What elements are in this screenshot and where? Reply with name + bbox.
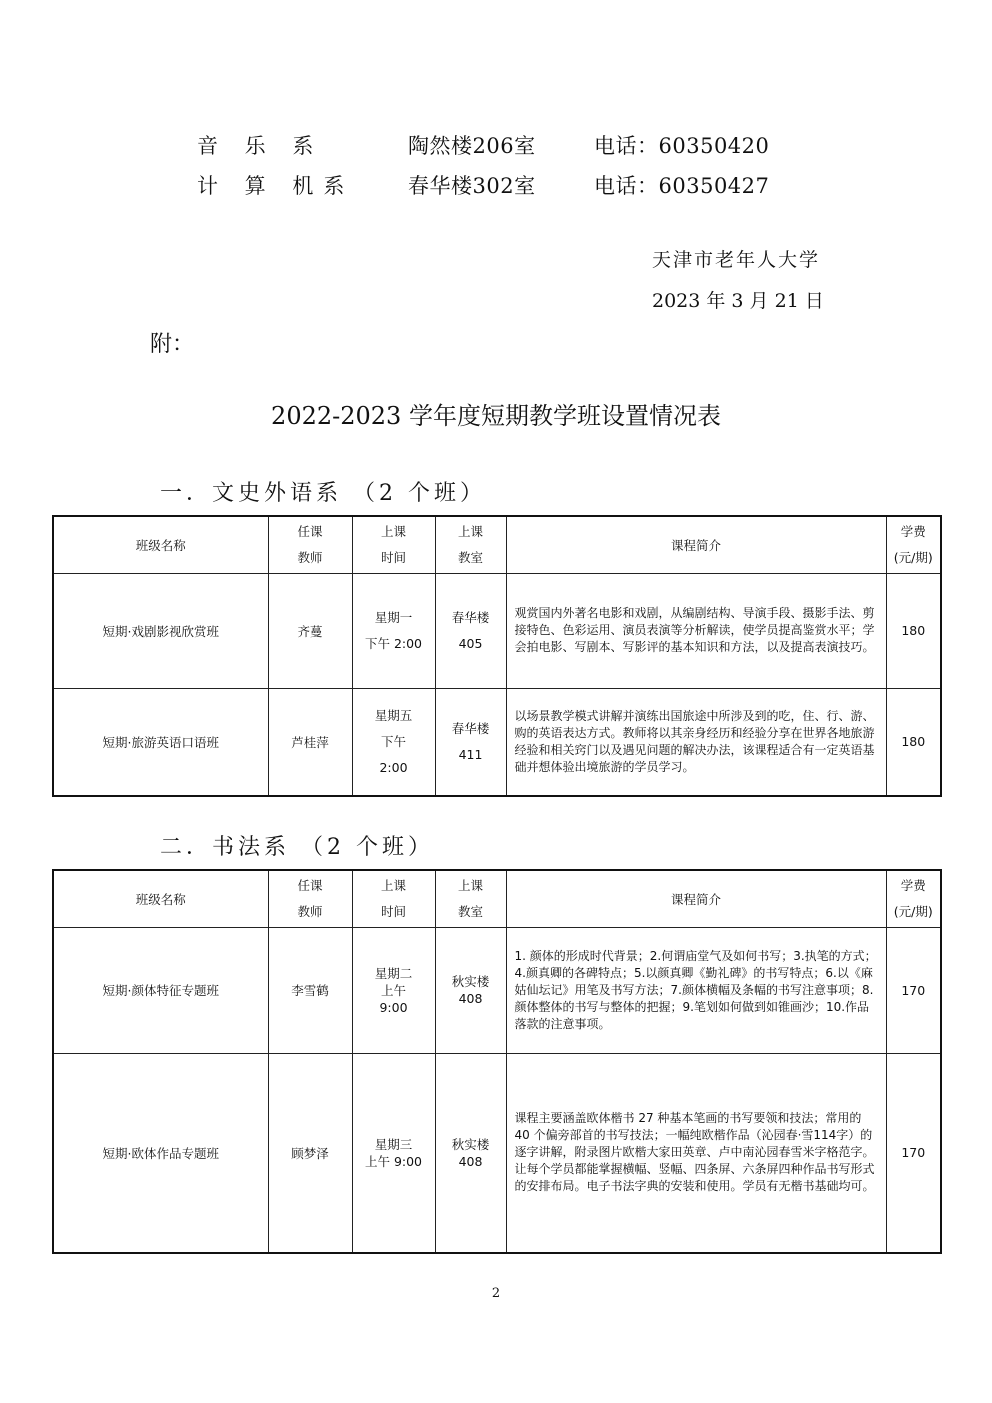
class-time bbox=[352, 1053, 435, 1253]
time-line: 星期二 bbox=[374, 965, 413, 981]
class-time bbox=[352, 688, 435, 796]
header-text: 任课 bbox=[297, 877, 323, 893]
room-line: 春华楼 bbox=[451, 720, 490, 736]
page-number: 2 bbox=[491, 1286, 501, 1301]
header-text: 教室 bbox=[457, 549, 483, 565]
header-text: (元/期) bbox=[893, 903, 933, 919]
header-text: 学费 bbox=[900, 523, 926, 539]
time-line: 星期三 bbox=[374, 1136, 413, 1152]
room-line: 408 bbox=[458, 1153, 483, 1169]
teacher: 李雪鹤 bbox=[268, 927, 352, 1053]
contact-phone: 电话：60350427 bbox=[594, 174, 770, 198]
course-table-section-2 bbox=[52, 869, 942, 1254]
header-teacher bbox=[268, 870, 352, 927]
course-table-section-1 bbox=[52, 515, 942, 797]
header-class-name: 班级名称 bbox=[53, 516, 268, 573]
time-line: 星期五 bbox=[374, 707, 413, 723]
classroom bbox=[435, 573, 506, 688]
fee: 180 bbox=[886, 688, 941, 796]
classroom bbox=[435, 688, 506, 796]
header-room bbox=[435, 870, 506, 927]
header-fee bbox=[886, 870, 941, 927]
fee: 180 bbox=[886, 573, 941, 688]
header-room bbox=[435, 516, 506, 573]
table-row bbox=[53, 1053, 941, 1253]
header-text: 时间 bbox=[380, 549, 406, 565]
contact-row-music bbox=[197, 130, 323, 160]
time-line: 上午 bbox=[380, 982, 406, 998]
header-time bbox=[352, 516, 435, 573]
fee: 170 bbox=[886, 927, 941, 1053]
room-line: 春华楼 bbox=[451, 609, 490, 625]
dept-name: 音 乐 系 bbox=[197, 134, 324, 158]
table-row bbox=[53, 688, 941, 796]
header-intro: 课程简介 bbox=[506, 870, 886, 927]
header-text: 教师 bbox=[297, 903, 323, 919]
dept-name: 计 算 机系 bbox=[197, 174, 355, 198]
appendix-label: 附： bbox=[150, 332, 195, 357]
section-title: 一．文史外语系 （2 个班） bbox=[160, 481, 486, 506]
teacher: 齐蔓 bbox=[268, 573, 352, 688]
contact-location: 春华楼302室 bbox=[408, 174, 536, 198]
header-teacher bbox=[268, 516, 352, 573]
time-line: 下午 2:00 bbox=[364, 635, 423, 651]
table-row bbox=[53, 573, 941, 688]
table-row bbox=[53, 927, 941, 1053]
signature-date: 2023 年 3 月 21 日 bbox=[652, 290, 824, 312]
section-title: 二．书法系 （2 个班） bbox=[160, 835, 434, 860]
header-text: 上课 bbox=[380, 523, 406, 539]
room-line: 411 bbox=[458, 746, 483, 762]
header-text: 上课 bbox=[457, 877, 483, 893]
class-name: 短期·颜体特征专题班 bbox=[53, 927, 268, 1053]
room-line: 秋实楼 bbox=[451, 1136, 490, 1152]
course-intro: 1. 颜体的形成时代背景；2.何谓庙堂气及如何书写；3.执笔的方式；4.颜真卿的各碑特点；5.以颜真卿《勤礼碑》的书写特点；6.以《麻姑仙坛记》用笔及书写方法；7.颜体横幅及条幅的书写注意事项；8.颜体整体的书写与整体的把握；9.笔划如何做到如锥画沙；10.作品落款的注意事项。 bbox=[506, 927, 886, 1053]
course-intro: 以场景教学模式讲解并演练出国旅途中所涉及到的吃，住、行、游、购的英语表达方式。教师将以其亲身经历和经验分享在世界各地旅游经验和相关窍门以及遇见问题的解决办法，该课程适合有一定英语基础并想体验出境旅游的学员学习。 bbox=[506, 688, 886, 796]
time-line: 星期一 bbox=[374, 609, 413, 625]
time-line: 上午 9:00 bbox=[364, 1153, 423, 1169]
classroom bbox=[435, 927, 506, 1053]
course-intro: 课程主要涵盖欧体楷书 27 种基本笔画的书写要领和技法；常用的 40 个偏旁部首的书写技法；一幅纯欧楷作品（沁园春·雪114字）的逐字讲解，附录图片欧楷大家田英章、卢中南沁园春雪米字格范字。让每个学员都能掌握横幅、竖幅、四条屏、六条屏四种作品书写形式的安排布局。电子书法字典的安装和使用。学员有无楷书基础均可。 bbox=[506, 1053, 886, 1253]
table-header-row bbox=[53, 516, 941, 573]
time-line: 下午 bbox=[380, 733, 406, 749]
table-title: 2022-2023 学年度短期教学班设置情况表 bbox=[271, 402, 721, 430]
contact-location: 陶然楼206室 bbox=[408, 134, 536, 158]
time-line: 2:00 bbox=[379, 759, 408, 775]
time-line: 9:00 bbox=[379, 999, 408, 1015]
table-header-row bbox=[53, 870, 941, 927]
fee: 170 bbox=[886, 1053, 941, 1253]
header-text: 教室 bbox=[457, 903, 483, 919]
header-intro: 课程简介 bbox=[506, 516, 886, 573]
header-text: 学费 bbox=[900, 877, 926, 893]
classroom bbox=[435, 1053, 506, 1253]
contact-row-computer bbox=[197, 170, 354, 200]
header-text: 时间 bbox=[380, 903, 406, 919]
room-line: 秋实楼 bbox=[451, 974, 490, 989]
header-time bbox=[352, 870, 435, 927]
header-fee bbox=[886, 516, 941, 573]
class-time bbox=[352, 573, 435, 688]
teacher: 芦桂萍 bbox=[268, 688, 352, 796]
class-name: 短期·旅游英语口语班 bbox=[53, 688, 268, 796]
header-text: 上课 bbox=[457, 523, 483, 539]
class-name: 短期·戏剧影视欣赏班 bbox=[53, 573, 268, 688]
header-text: 任课 bbox=[297, 523, 323, 539]
header-class-name: 班级名称 bbox=[53, 870, 268, 927]
room-line: 405 bbox=[458, 635, 483, 651]
class-time bbox=[352, 927, 435, 1053]
course-intro: 观赏国内外著名电影和戏剧，从编剧结构、导演手段、摄影手法、剪接特色、色彩运用、演员表演等分析解读，使学员提高鉴赏水平；学会拍电影、写剧本、写影评的基本知识和方法，以及提高表演技巧。 bbox=[506, 573, 886, 688]
signature-org: 天津市老年人大学 bbox=[652, 249, 821, 271]
header-text: 上课 bbox=[380, 877, 406, 893]
teacher: 顾梦泽 bbox=[268, 1053, 352, 1253]
class-name: 短期·欧体作品专题班 bbox=[53, 1053, 268, 1253]
header-text: (元/期) bbox=[893, 549, 933, 565]
contact-phone: 电话：60350420 bbox=[594, 134, 770, 158]
room-line: 408 bbox=[458, 991, 483, 1006]
header-text: 教师 bbox=[297, 549, 323, 565]
